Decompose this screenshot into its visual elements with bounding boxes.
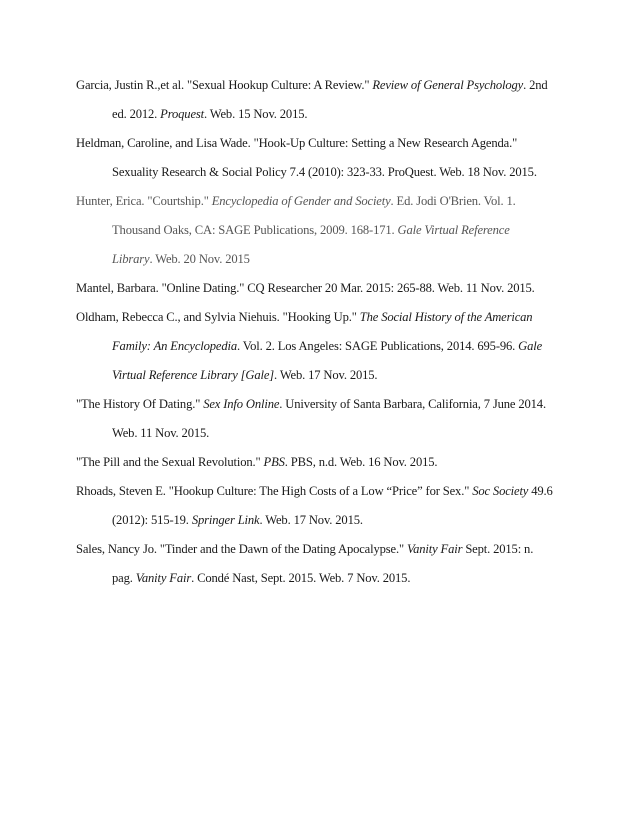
citation-text: Sales, Nancy Jo. "Tinder and the Dawn of the Dating Apocalypse." <box>76 542 407 556</box>
citation-italic-text: Gale Virtual Reference <box>397 223 510 237</box>
citation-text: Hunter, Erica. "Courtship." <box>76 194 212 208</box>
citation-italic-text: Sex Info Online <box>203 397 280 411</box>
citation-text: "The Pill and the Sexual Revolution." <box>76 455 264 469</box>
citation-line <box>76 100 576 129</box>
citation-text: Heldman, Caroline, and Lisa Wade. "Hook-Up Culture: Setting a New Research Agenda." <box>76 136 518 150</box>
citation-italic-text: Vanity Fair <box>135 571 192 585</box>
citation-text: Rhoads, Steven E. "Hookup Culture: The High Costs of a Low “Price” for Sex." <box>76 484 473 498</box>
citation-line <box>76 187 576 216</box>
citation-text: Sexuality Research & Social Policy 7.4 (2010): 323-33. ProQuest. Web. 18 Nov. 2015. <box>112 165 537 179</box>
citation-italic-text: Encyclopedia of Gender and Society <box>211 194 391 208</box>
citation-line <box>76 245 576 274</box>
citation-text: . University of Santa Barbara, California, 7 June 2014. <box>279 397 546 411</box>
citation-heldman <box>76 129 576 187</box>
citation-italic-text: Gale <box>518 339 543 353</box>
citation-line <box>76 506 576 535</box>
citation-text: . Web. 17 Nov. 2015. <box>274 368 378 382</box>
citation-text: . Ed. Jodi O'Brien. Vol. 1. <box>390 194 516 208</box>
citation-italic-text: Springer Link <box>191 513 260 527</box>
citation-line <box>76 332 576 361</box>
citation-italic-text: The Social History of the American <box>359 310 533 324</box>
citation-text: Oldham, Rebecca C., and Sylvia Niehuis. "Hooking Up." <box>76 310 360 324</box>
citation-text: 49.6 <box>528 484 553 498</box>
citation-mantel <box>76 274 576 303</box>
works-cited-list <box>76 71 576 593</box>
citation-text: Sept. 2015: n. <box>462 542 534 556</box>
citation-italic-text: PBS <box>263 455 285 469</box>
citation-oldham <box>76 303 576 390</box>
citation-line <box>76 129 576 158</box>
citation-line <box>76 71 576 100</box>
citation-italic-text: Family: An Encyclopedia <box>112 339 238 353</box>
citation-line <box>76 390 576 419</box>
citation-history-of-dating <box>76 390 576 448</box>
citation-text: pag. <box>112 571 136 585</box>
citation-sales <box>76 535 576 593</box>
citation-italic-text: Vanity Fair <box>406 542 463 556</box>
citation-text: . PBS, n.d. Web. 16 Nov. 2015. <box>284 455 438 469</box>
citation-text: Thousand Oaks, CA: SAGE Publications, 2009. 168-171. <box>112 223 398 237</box>
citation-italic-text: Proquest <box>160 107 204 121</box>
citation-line <box>76 274 576 303</box>
citation-text: . Web. 15 Nov. 2015. <box>203 107 308 121</box>
citation-line <box>76 448 576 477</box>
citation-pill <box>76 448 576 477</box>
citation-rhoads <box>76 477 576 535</box>
citation-line <box>76 303 576 332</box>
citation-italic-text: Library <box>112 252 150 266</box>
citation-text: Garcia, Justin R.,et al. "Sexual Hookup Culture: A Review." <box>76 78 373 92</box>
citation-line <box>76 477 576 506</box>
citation-text: . 2nd <box>523 78 548 92</box>
citation-text: Web. 11 Nov. 2015. <box>112 426 210 440</box>
citation-text: "The History Of Dating." <box>76 397 204 411</box>
citation-line <box>76 216 576 245</box>
citation-text: . Web. 17 Nov. 2015. <box>259 513 363 527</box>
citation-text: (2012): 515-19. <box>112 513 192 527</box>
citation-line <box>76 361 576 390</box>
citation-line <box>76 564 576 593</box>
citation-text: . Web. 20 Nov. 2015 <box>149 252 250 266</box>
citation-text: Mantel, Barbara. "Online Dating." CQ Researcher 20 Mar. 2015: 265-88. Web. 11 Nov. 2015. <box>76 281 535 295</box>
citation-text: . Vol. 2. Los Angeles: SAGE Publications, 2014. 695-96. <box>237 339 519 353</box>
citation-line <box>76 419 576 448</box>
citation-garcia <box>76 71 576 129</box>
citation-italic-text: Review of General Psychology <box>372 78 524 92</box>
citation-text: ed. 2012. <box>112 107 161 121</box>
citation-line <box>76 535 576 564</box>
citation-italic-text: Soc Society <box>472 484 529 498</box>
citation-line <box>76 158 576 187</box>
citation-text: . Condé Nast, Sept. 2015. Web. 7 Nov. 2015. <box>191 571 411 585</box>
citation-hunter <box>76 187 576 274</box>
citation-italic-text: Virtual Reference Library [Gale] <box>112 368 275 382</box>
